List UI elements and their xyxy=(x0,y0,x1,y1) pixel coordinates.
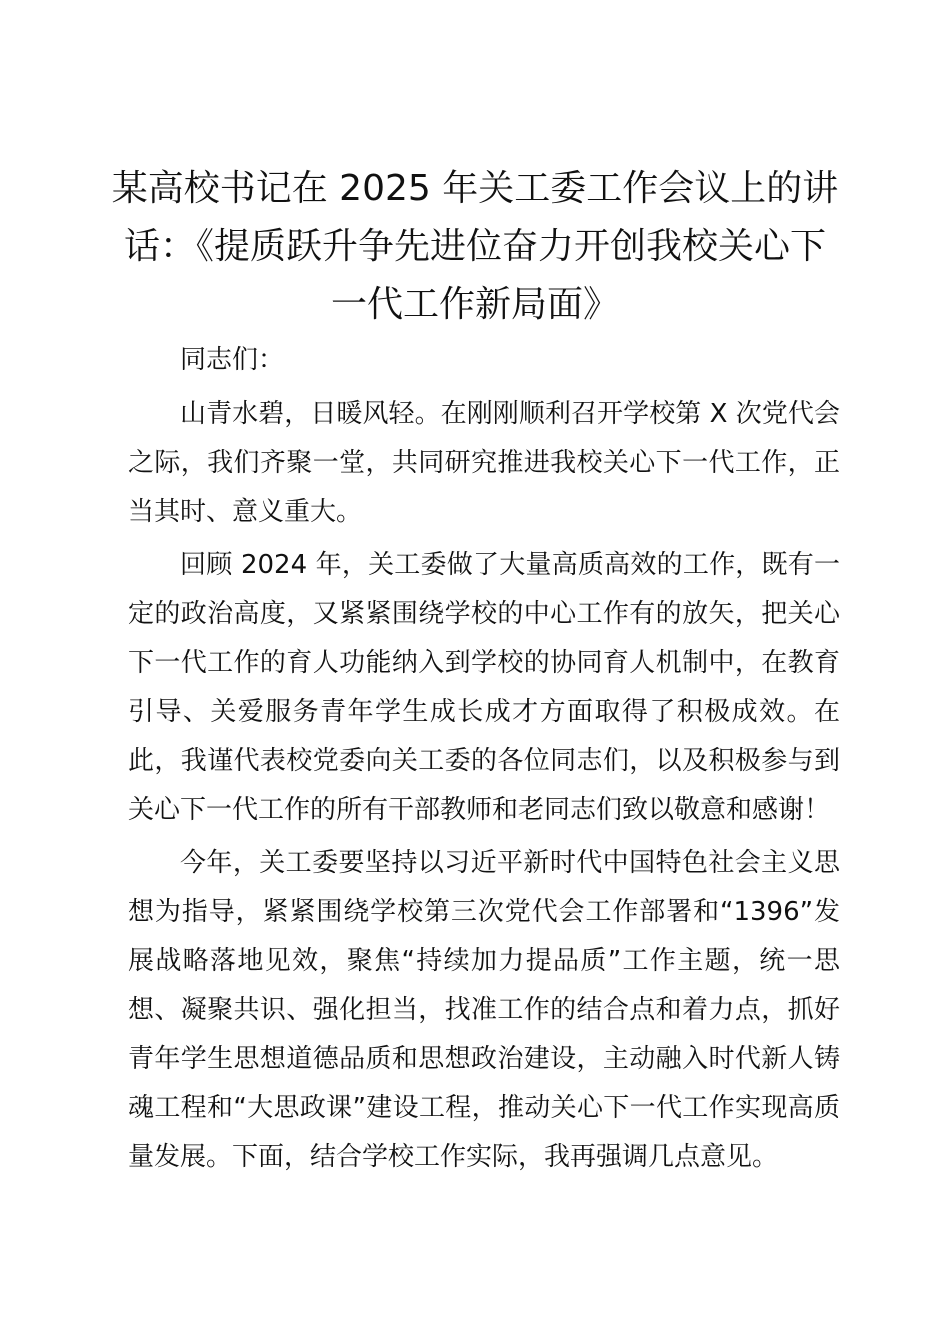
salutation: 同志们： xyxy=(180,345,285,375)
paragraph-opening: 山青水碧，日暖风轻。在刚刚顺利召开学校第 X 次党代会之际，我们齐聚一堂，共同研究推进我校关心下一代工作，正当其时、意义重大。 xyxy=(128,399,840,527)
document-title: 某高校书记在 2025 年关工委工作会议上的讲话：《提质跃升争先进位奋力开创我校关心下一代工作新局面》 xyxy=(111,168,839,325)
paragraph-this-year: 今年，关工委要坚持以习近平新时代中国特色社会主义思想为指导，紧紧围绕学校第三次党代会工作部署和“1396”发展战略落地见效，聚焦“持续加力提品质”工作主题，统一思想、凝聚共识、强化担当，找准工作的结合点和着力点，抓好青年学生思想道德品质和思想政治建设，主动融入时代新人铸魂工程和“大思政课”建设工程，推动关心下一代工作实现高质量发展。下面，结合学校工作实际，我再强调几点意见。 xyxy=(128,848,840,1172)
document-body xyxy=(128,336,840,1182)
paragraph-review: 回顾 2024 年，关工委做了大量高质高效的工作，既有一定的政治高度，又紧紧围绕学校的中心工作有的放矢，把关心下一代工作的育人功能纳入到学校的协同育人机制中，在教育引导、关爱服务青年学生成长成才方面取得了积极成效。在此，我谨代表校党委向关工委的各位同志们，以及积极参与到关心下一代工作的所有干部教师和老同志们致以敬意和感谢！ xyxy=(128,550,840,825)
